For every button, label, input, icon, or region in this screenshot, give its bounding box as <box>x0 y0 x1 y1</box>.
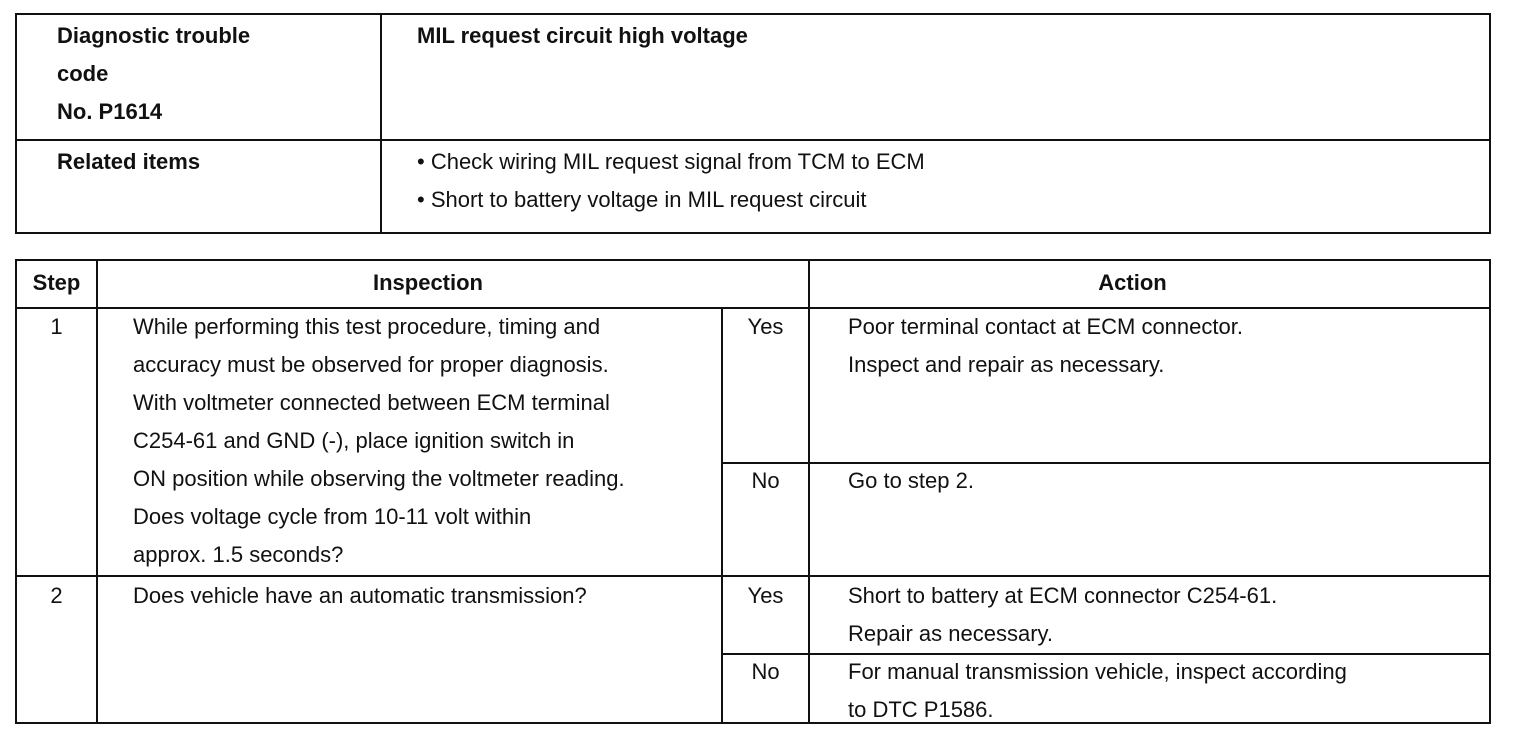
action-header: Action <box>1098 270 1167 295</box>
inspection-line: With voltmeter connected between ECM terminal <box>133 390 610 415</box>
step1-yesno-divider <box>721 462 1491 464</box>
yes-action <box>848 577 1277 653</box>
action-line: Poor terminal contact at ECM connector. <box>848 314 1243 339</box>
action-line: Inspect and repair as necessary. <box>848 352 1165 377</box>
inspection-line: approx. 1.5 seconds? <box>133 542 344 567</box>
action-line: Short to battery at ECM connector C254-61. <box>848 583 1278 608</box>
related-item: • Check wiring MIL request signal from TCM to ECM <box>417 149 925 174</box>
no-action <box>848 653 1347 729</box>
yes-label: Yes <box>747 583 784 608</box>
inspection-line: C254-61 and GND (-), place ignition switch in <box>133 428 575 453</box>
related-items-list <box>417 143 925 219</box>
action-line: Repair as necessary. <box>848 621 1054 646</box>
step-number: 2 <box>50 583 63 608</box>
inspection-text <box>133 308 625 574</box>
step-number: 1 <box>50 314 63 339</box>
action-line: to DTC P1586. <box>848 697 994 722</box>
step-col-divider <box>96 259 98 724</box>
related-items-label: Related items <box>57 149 201 174</box>
yes-action <box>848 308 1243 384</box>
inspection-text <box>133 577 587 615</box>
dtc-code-label-line: Diagnostic trouble <box>57 23 251 48</box>
no-label: No <box>751 468 780 493</box>
dtc-header-row-divider <box>15 139 1491 141</box>
inspection-line: accuracy must be observed for proper diagnosis. <box>133 352 609 377</box>
dtc-code-label-line: No. P1614 <box>57 99 163 124</box>
inspection-line: Does vehicle have an automatic transmission? <box>133 583 587 608</box>
dtc-title: MIL request circuit high voltage <box>417 23 748 48</box>
inspection-header: Inspection <box>372 270 483 295</box>
dtc-code-label-line: code <box>57 61 109 86</box>
dtc-header-col-divider <box>380 13 382 234</box>
no-action <box>848 462 974 500</box>
action-line: Go to step 2. <box>848 468 974 493</box>
step-header: Step <box>32 270 81 295</box>
related-item: • Short to battery voltage in MIL request circuit <box>417 187 867 212</box>
no-label: No <box>751 659 780 684</box>
inspection-line: Does voltage cycle from 10-11 volt within <box>133 504 532 529</box>
dtc-code-label <box>57 17 250 131</box>
inspection-line: ON position while observing the voltmeter reading. <box>133 466 625 491</box>
action-line: For manual transmission vehicle, inspect according <box>848 659 1347 684</box>
inspection-line: While performing this test procedure, timing and <box>133 314 601 339</box>
yes-label: Yes <box>747 314 784 339</box>
